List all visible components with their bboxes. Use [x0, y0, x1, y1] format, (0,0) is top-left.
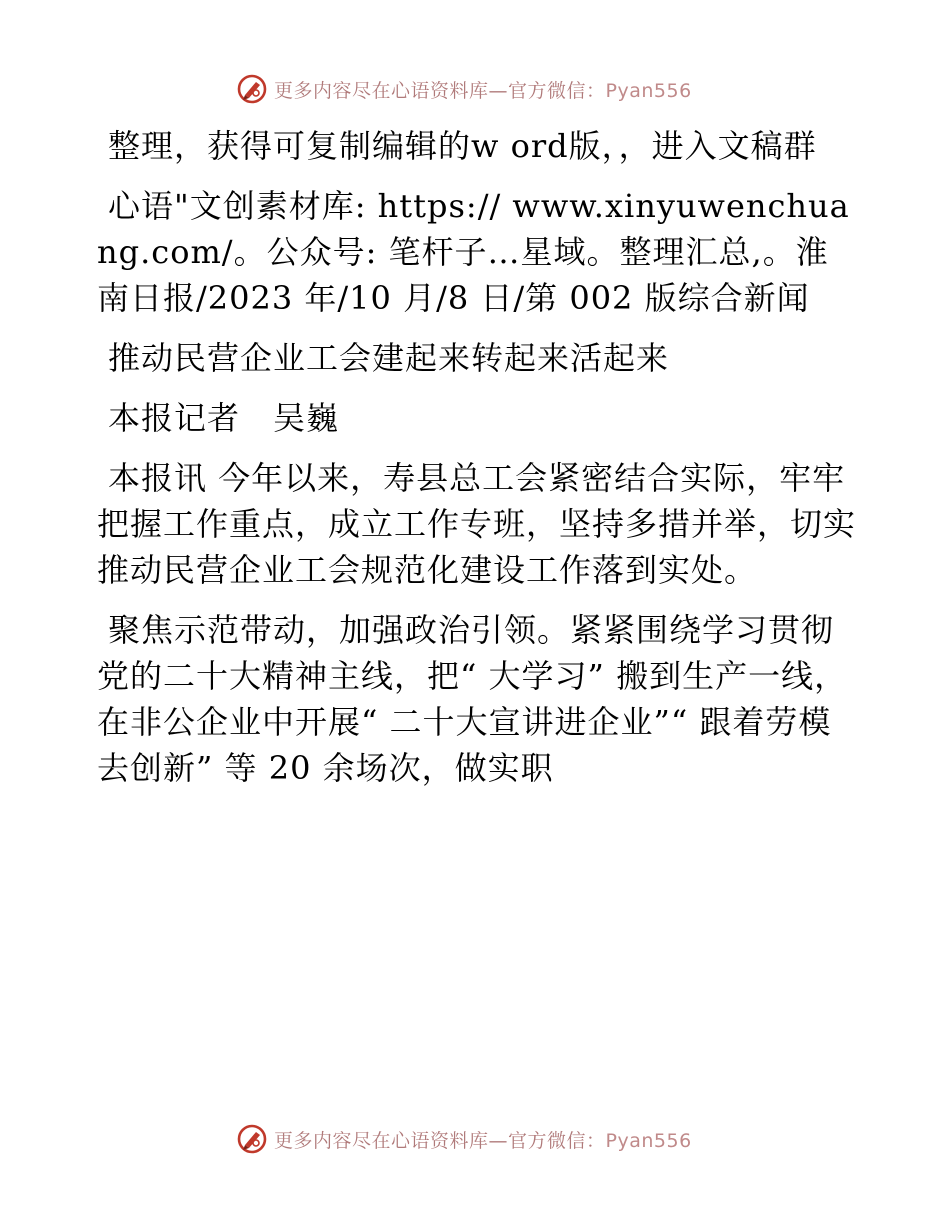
watermark-wechat-id: Pyan556 — [605, 79, 692, 102]
header-watermark — [236, 72, 692, 106]
paragraph-body: 聚焦示范带动，加强政治引领。紧紧围绕学习贯彻党的二十大精神主线，把“ 大学习” 搬到生产一线，在非公企业中开展“ 二十大宣讲进企业”“ 跟着劳模去创新” 等 20 余场次，做实职 — [97, 611, 848, 787]
document-body — [97, 123, 857, 805]
brand-logo-icon — [236, 73, 268, 105]
paragraph-intro: 整理，获得可复制编辑的w ord版，，进入文稿群 — [108, 127, 817, 165]
watermark-text: 更多内容尽在心语资料库—官方微信： — [274, 1129, 606, 1152]
article-title: 推动民营企业工会建起来转起来活起来 — [108, 339, 670, 377]
brand-logo-icon — [236, 1123, 268, 1155]
article-byline: 本报记者 吴巍 — [108, 399, 340, 437]
watermark-text: 更多内容尽在心语资料库—官方微信： — [274, 79, 606, 102]
watermark-wechat-id: Pyan556 — [605, 1129, 692, 1152]
paragraph-lead: 本报讯 今年以来，寿县总工会紧密结合实际，牢牢把握工作重点，成立工作专班，坚持多措并举，切实推动民营企业工会规范化建设工作落到实处。 — [97, 459, 857, 589]
paragraph-source: 心语"文创素材库: https:// www.xinyuwenchuang.com/。公众号: 笔杆子…星域。整理汇总,。淮南日报/2023 年/10 月/8 日/第 002 版综合新闻 — [97, 187, 850, 317]
footer-watermark — [236, 1122, 692, 1156]
